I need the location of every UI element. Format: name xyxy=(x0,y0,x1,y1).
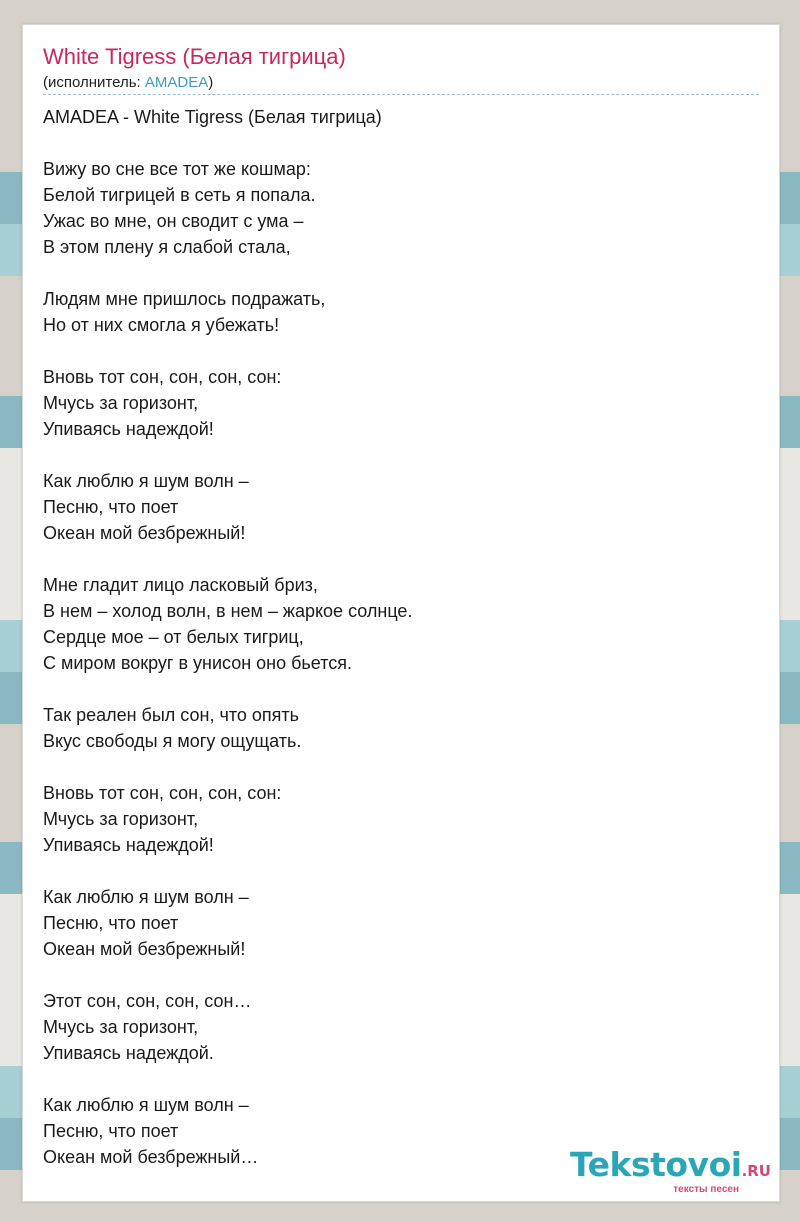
logo-text: Tekstovoi xyxy=(570,1145,742,1184)
lyrics-line: В нем – холод волн, в нем – жаркое солнце. xyxy=(43,601,413,621)
lyrics-line: Ужас во мне, он сводит с ума – xyxy=(43,211,304,231)
lyrics-line: Людям мне пришлось подражать, xyxy=(43,289,326,309)
lyrics-line: В этом плену я слабой стала, xyxy=(43,237,291,257)
lyrics-blank-line xyxy=(43,130,743,156)
logo-domain: .RU xyxy=(741,1162,771,1180)
lyrics-line: Упиваясь надеждой. xyxy=(43,1043,214,1063)
artist-link[interactable]: AMADEA xyxy=(144,74,209,91)
title-divider xyxy=(43,94,759,95)
lyrics-card xyxy=(22,24,780,1202)
lyrics-line: Песню, что поет xyxy=(43,913,179,933)
performer-prefix: (исполнитель: xyxy=(43,74,145,91)
lyrics-blank-line xyxy=(43,338,743,364)
lyrics-line: Но от них смогла я убежать! xyxy=(43,315,280,335)
lyrics-line: Как люблю я шум волн – xyxy=(43,887,249,907)
logo-tagline: тексты песен xyxy=(673,1184,739,1195)
lyrics-line: С миром вокруг в унисон оно бьется. xyxy=(43,653,353,673)
lyrics-line: Мне гладит лицо ласковый бриз, xyxy=(43,575,318,595)
lyrics-line: Мчусь за горизонт, xyxy=(43,393,199,413)
lyrics-line: Как люблю я шум волн – xyxy=(43,1095,249,1115)
lyrics-blank-line xyxy=(43,1066,743,1092)
lyrics-line: Океан мой безбрежный! xyxy=(43,523,246,543)
lyrics-text xyxy=(43,104,743,1170)
lyrics-line: Океан мой безбрежный… xyxy=(43,1147,259,1167)
lyrics-line: Этот сон, сон, сон, сон… xyxy=(43,991,252,1011)
lyrics-line: Так реален был сон, что опять xyxy=(43,705,300,725)
lyrics-line: Мчусь за горизонт, xyxy=(43,1017,199,1037)
lyrics-line: Вкус свободы я могу ощущать. xyxy=(43,731,302,751)
site-logo[interactable] xyxy=(570,1145,771,1195)
performer-suffix: ) xyxy=(208,74,214,91)
lyrics-blank-line xyxy=(43,260,743,286)
lyrics-line: AMADEA - White Tigress (Белая тигрица) xyxy=(43,107,382,127)
song-title: White Tigress (Белая тигрица) xyxy=(43,44,346,69)
lyrics-blank-line xyxy=(43,442,743,468)
lyrics-blank-line xyxy=(43,962,743,988)
lyrics-line: Как люблю я шум волн – xyxy=(43,471,249,491)
lyrics-line: Вновь тот сон, сон, сон, сон: xyxy=(43,783,282,803)
lyrics-line: Вновь тот сон, сон, сон, сон: xyxy=(43,367,282,387)
lyrics-line: Песню, что поет xyxy=(43,1121,179,1141)
lyrics-line: Белой тигрицей в сеть я попала. xyxy=(43,185,316,205)
lyrics-line: Упиваясь надеждой! xyxy=(43,835,214,855)
performer-line xyxy=(43,74,213,91)
lyrics-line: Песню, что поет xyxy=(43,497,179,517)
lyrics-blank-line xyxy=(43,676,743,702)
lyrics-blank-line xyxy=(43,754,743,780)
lyrics-line: Вижу во сне все тот же кошмар: xyxy=(43,159,311,179)
lyrics-blank-line xyxy=(43,546,743,572)
lyrics-line: Океан мой безбрежный! xyxy=(43,939,246,959)
lyrics-line: Сердце мое – от белых тигриц, xyxy=(43,627,304,647)
lyrics-line: Упиваясь надеждой! xyxy=(43,419,214,439)
lyrics-line: Мчусь за горизонт, xyxy=(43,809,199,829)
lyrics-blank-line xyxy=(43,858,743,884)
